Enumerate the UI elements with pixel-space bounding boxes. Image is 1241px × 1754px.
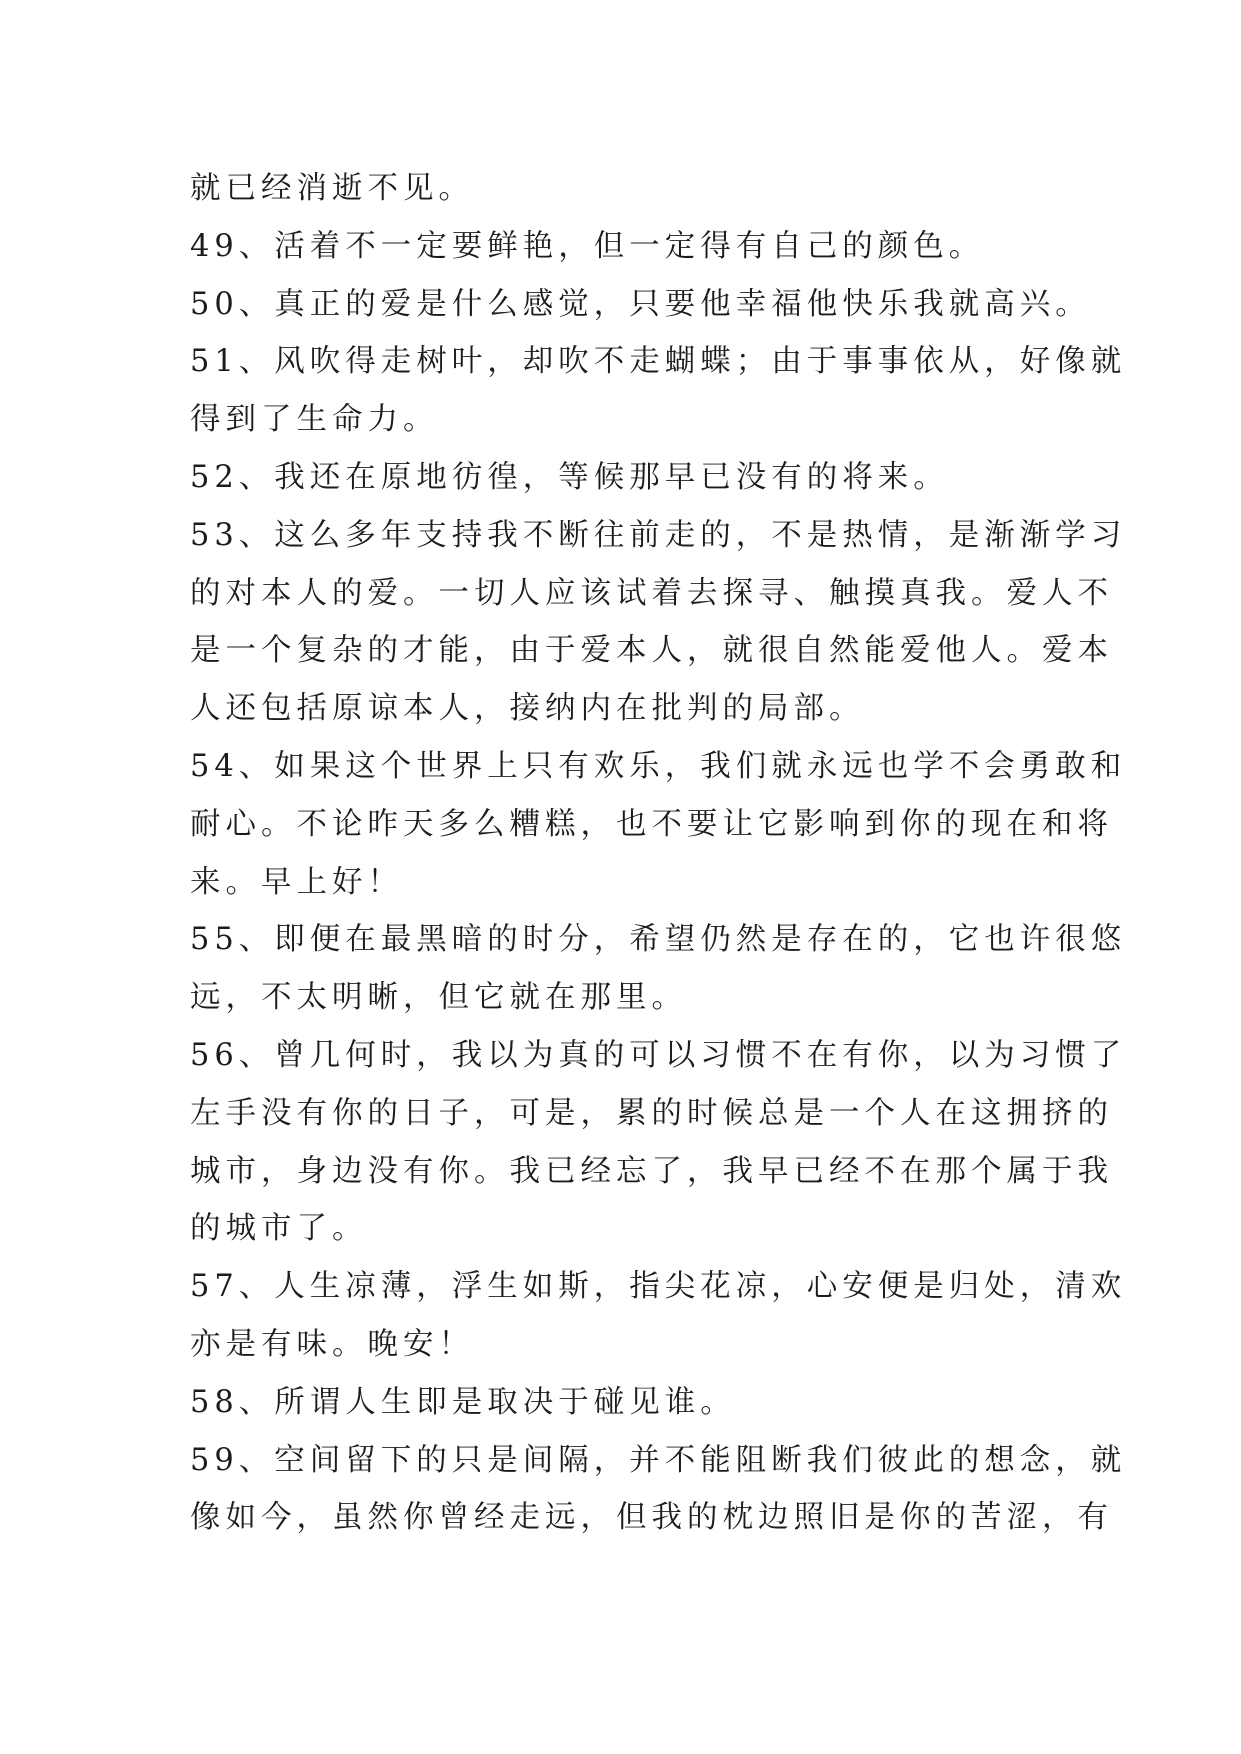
text-line: 的城市了。 bbox=[190, 1211, 368, 1247]
document-body bbox=[190, 160, 1127, 1547]
text-line: 57、人生凉薄，浮生如斯，指尖花凉，心安便是归处，清欢 bbox=[190, 1269, 1127, 1305]
text-line: 的对本人的爱。一切人应该试着去探寻、触摸真我。爱人不 bbox=[190, 575, 1113, 611]
text-line: 50、真正的爱是什么感觉，只要他幸福他快乐我就高兴。 bbox=[190, 286, 1091, 322]
text-line: 51、风吹得走树叶，却吹不走蝴蝶；由于事事依从，好像就 bbox=[190, 344, 1127, 380]
text-line: 就已经消逝不见。 bbox=[190, 171, 474, 206]
text-line: 远，不太明晰，但它就在那里。 bbox=[190, 980, 687, 1016]
text-line: 耐心。不论昨天多么糟糕，也不要让它影响到你的现在和将 bbox=[190, 806, 1113, 842]
text-line: 49、活着不一定要鲜艳，但一定得有自己的颜色。 bbox=[190, 228, 985, 264]
text-line: 亦是有味。晚安！ bbox=[190, 1326, 474, 1362]
text-line: 是一个复杂的才能，由于爱本人，就很自然能爱他人。爱本 bbox=[190, 633, 1113, 669]
text-line: 56、曾几何时，我以为真的可以习惯不在有你，以为习惯了 bbox=[190, 1037, 1127, 1073]
text-line: 59、空间留下的只是间隔，并不能阻断我们彼此的想念，就 bbox=[190, 1442, 1127, 1478]
text-line: 53、这么多年支持我不断往前走的，不是热情，是渐渐学习 bbox=[190, 517, 1127, 553]
text-line: 52、我还在原地彷徨，等候那早已没有的将来。 bbox=[190, 459, 949, 495]
text-line: 得到了生命力。 bbox=[190, 402, 439, 438]
text-line: 城市，身边没有你。我已经忘了，我早已经不在那个属于我 bbox=[190, 1153, 1113, 1189]
text-line: 来。早上好！ bbox=[190, 864, 403, 900]
text-line: 左手没有你的日子，可是，累的时候总是一个人在这拥挤的 bbox=[190, 1095, 1113, 1131]
text-line: 像如今，虽然你曾经走远，但我的枕边照旧是你的苦涩，有 bbox=[190, 1500, 1113, 1536]
text-line: 55、即便在最黑暗的时分，希望仍然是存在的，它也许很悠 bbox=[190, 922, 1127, 958]
text-line: 54、如果这个世界上只有欢乐，我们就永远也学不会勇敢和 bbox=[190, 748, 1127, 784]
text-line: 58、所谓人生即是取决于碰见谁。 bbox=[190, 1384, 736, 1420]
text-line: 人还包括原谅本人，接纳内在批判的局部。 bbox=[190, 691, 865, 727]
